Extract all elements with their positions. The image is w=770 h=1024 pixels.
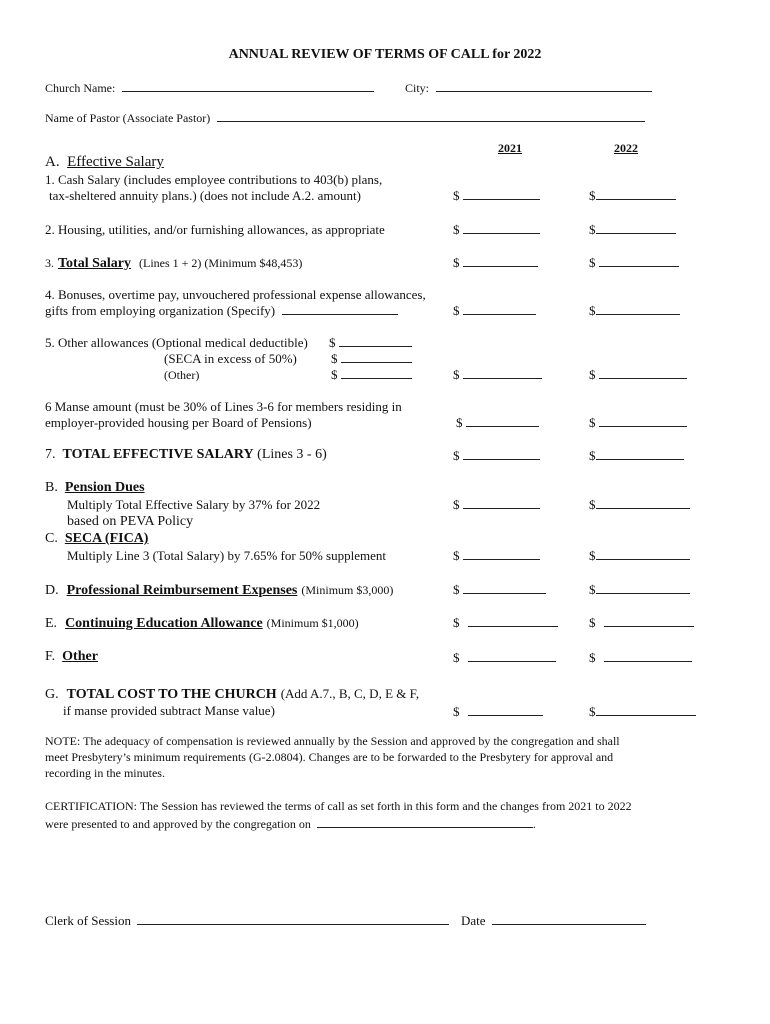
seca-2022-field[interactable] xyxy=(589,548,690,564)
section-note: (Minimum $3,000) xyxy=(301,583,394,597)
section-b-heading xyxy=(45,480,145,496)
currency-sign: $ xyxy=(589,497,596,512)
note-line-2: meet Presbytery’s minimum requirements (G-2.0804). Changes are to be forwarded to the Presbytery for approval and xyxy=(45,750,614,764)
church-name-field[interactable] xyxy=(122,80,374,92)
seca-text: Multiply Line 3 (Total Salary) by 7.65% for 50% supplement xyxy=(67,548,386,563)
line-1-2022-field[interactable] xyxy=(589,188,676,204)
line-5-other-text: (Other) xyxy=(164,368,200,382)
section-letter: G. xyxy=(45,687,59,702)
date-label: Date xyxy=(461,913,486,928)
line-6-text-cont: employer-provided housing per Board of Pensions) xyxy=(45,415,312,430)
section-g-heading xyxy=(45,685,419,703)
line-6-2021-field[interactable] xyxy=(456,415,539,431)
currency-sign: $ xyxy=(589,650,596,665)
pastor-name-field[interactable] xyxy=(217,110,645,122)
line-7-2021-field[interactable] xyxy=(453,448,540,464)
currency-sign: $ xyxy=(453,548,460,563)
line-4-specify-label: gifts from employing organization (Specify) xyxy=(45,303,276,318)
currency-sign: $ xyxy=(589,548,596,563)
line-3-2021-field[interactable] xyxy=(453,255,538,271)
line-2-2021-field[interactable] xyxy=(453,222,540,238)
currency-sign: $ xyxy=(453,255,460,270)
other-2021-field[interactable] xyxy=(453,650,556,666)
currency-sign: $ xyxy=(453,222,460,237)
section-note: (Minimum $1,000) xyxy=(266,616,359,630)
section-letter: E. xyxy=(45,616,58,631)
section-title: Continuing Education Allowance xyxy=(65,616,263,631)
line-title: Total Salary xyxy=(58,256,131,271)
section-c-heading xyxy=(45,531,148,547)
section-letter: B. xyxy=(45,480,58,495)
line-1-text: 1. Cash Salary (includes employee contributions to 403(b) plans, xyxy=(45,172,383,187)
medical-deductible-field[interactable] xyxy=(329,335,412,351)
line-2-2022-field[interactable] xyxy=(589,222,676,238)
certification-period: . xyxy=(532,817,536,831)
city-row xyxy=(405,80,652,96)
clerk-label: Clerk of Session xyxy=(45,913,131,928)
certification-line-2 xyxy=(45,816,536,832)
section-e-heading xyxy=(45,614,359,632)
currency-sign: $ xyxy=(589,222,596,237)
section-title: Effective Salary xyxy=(67,154,164,170)
line-number: 7. xyxy=(45,447,56,462)
line-4-text-cont xyxy=(45,303,398,319)
section-title: Pension Dues xyxy=(64,480,145,495)
pension-text-cont: based on PEVA Policy xyxy=(67,514,194,529)
section-a-heading xyxy=(45,154,164,171)
pension-text: Multiply Total Effective Salary by 37% for 2022 xyxy=(67,497,321,512)
line-number: 3. xyxy=(45,256,54,270)
line-note: (Lines 3 - 6) xyxy=(257,447,327,462)
date-row xyxy=(461,913,646,929)
line-2-text: 2. Housing, utilities, and/or furnishing allowances, as appropriate xyxy=(45,222,385,237)
other-allowance-field[interactable] xyxy=(331,367,412,383)
currency-sign: $ xyxy=(589,303,596,318)
section-note: (Add A.7., B, C, D, E & F, xyxy=(280,686,420,701)
continuing-ed-2022-field[interactable] xyxy=(589,615,694,631)
line-6-2022-field[interactable] xyxy=(589,415,687,431)
section-letter: D. xyxy=(45,583,59,598)
currency-sign: $ xyxy=(453,303,460,318)
certification-line-1: CERTIFICATION: The Session has reviewed the terms of call as set forth in this form and the changes from 2021 to 2022 xyxy=(45,799,632,813)
column-header-2022: 2022 xyxy=(614,141,638,155)
currency-sign: $ xyxy=(453,367,460,382)
church-name-label: Church Name: xyxy=(45,81,116,95)
pension-2021-field[interactable] xyxy=(453,497,540,513)
line-5-2021-field[interactable] xyxy=(453,367,542,383)
currency-sign: $ xyxy=(453,582,460,597)
section-title: Other xyxy=(62,649,98,664)
seca-2021-field[interactable] xyxy=(453,548,540,564)
line-5-text: 5. Other allowances (Optional medical deductible) xyxy=(45,335,308,350)
other-2022-field[interactable] xyxy=(589,650,692,666)
section-title: TOTAL COST TO THE CHURCH xyxy=(66,687,277,702)
currency-sign: $ xyxy=(331,351,338,366)
section-letter: F. xyxy=(45,649,56,664)
approval-date-field[interactable] xyxy=(317,816,533,828)
currency-sign: $ xyxy=(453,497,460,512)
currency-sign: $ xyxy=(453,704,460,719)
total-cost-2021-field[interactable] xyxy=(453,704,543,720)
currency-sign: $ xyxy=(589,255,596,270)
currency-sign: $ xyxy=(589,188,596,203)
form-title: ANNUAL REVIEW OF TERMS OF CALL for 2022 xyxy=(228,47,542,62)
currency-sign: $ xyxy=(453,650,460,665)
note-line-1: NOTE: The adequacy of compensation is reviewed annually by the Session and approved by the congregation and shall xyxy=(45,734,620,748)
line-note: (Lines 1 + 2) (Minimum $48,453) xyxy=(139,256,303,270)
total-cost-2022-field[interactable] xyxy=(589,704,696,720)
line-4-specify-field[interactable] xyxy=(282,303,398,315)
line-4-2022-field[interactable] xyxy=(589,303,680,319)
line-3-text xyxy=(45,254,302,272)
line-1-text-cont: tax-sheltered annuity plans.) (does not include A.2. amount) xyxy=(49,188,361,203)
line-7-text xyxy=(45,447,327,463)
line-5-seca-text: (SECA in excess of 50%) xyxy=(164,351,297,366)
prof-reimbursement-2021-field[interactable] xyxy=(453,582,546,598)
section-title: SECA (FICA) xyxy=(64,531,149,546)
section-d-heading xyxy=(45,581,393,599)
line-7-2022-field[interactable] xyxy=(589,448,684,464)
section-f-heading xyxy=(45,649,98,665)
currency-sign: $ xyxy=(453,615,460,630)
currency-sign: $ xyxy=(329,335,336,350)
pastor-label: Name of Pastor (Associate Pastor) xyxy=(45,111,211,125)
certification-text: were presented to and approved by the congregation on xyxy=(45,817,311,831)
date-field[interactable] xyxy=(492,913,646,925)
currency-sign: $ xyxy=(456,415,463,430)
line-title: TOTAL EFFECTIVE SALARY xyxy=(62,447,254,462)
line-4-2021-field[interactable] xyxy=(453,303,536,319)
prof-reimbursement-2022-field[interactable] xyxy=(589,582,690,598)
pension-2022-field[interactable] xyxy=(589,497,690,513)
currency-sign: $ xyxy=(589,615,596,630)
currency-sign: $ xyxy=(453,188,460,203)
pastor-row xyxy=(45,110,645,126)
city-label: City: xyxy=(405,81,430,95)
currency-sign: $ xyxy=(589,367,596,382)
line-5-2022-field[interactable] xyxy=(589,367,687,383)
section-letter: A. xyxy=(45,154,60,170)
currency-sign: $ xyxy=(589,704,596,719)
section-g-text-cont: if manse provided subtract Manse value) xyxy=(63,703,275,718)
line-4-text: 4. Bonuses, overtime pay, unvouchered professional expense allowances, xyxy=(45,287,426,302)
clerk-row xyxy=(45,913,449,929)
line-3-2022-field[interactable] xyxy=(589,255,679,271)
clerk-signature-field[interactable] xyxy=(137,913,449,925)
currency-sign: $ xyxy=(589,415,596,430)
column-header-2021: 2021 xyxy=(498,141,522,155)
currency-sign: $ xyxy=(453,448,460,463)
currency-sign: $ xyxy=(331,367,338,382)
city-field[interactable] xyxy=(436,80,652,92)
seca-excess-field[interactable] xyxy=(331,351,412,367)
line-6-text: 6 Manse amount (must be 30% of Lines 3-6 for members residing in xyxy=(45,399,402,414)
section-letter: C. xyxy=(45,531,58,546)
church-name-row xyxy=(45,80,374,96)
currency-sign: $ xyxy=(589,448,596,463)
continuing-ed-2021-field[interactable] xyxy=(453,615,558,631)
currency-sign: $ xyxy=(589,582,596,597)
note-line-3: recording in the minutes. xyxy=(45,766,165,780)
section-title: Professional Reimbursement Expenses xyxy=(66,583,298,598)
line-1-2021-field[interactable] xyxy=(453,188,540,204)
